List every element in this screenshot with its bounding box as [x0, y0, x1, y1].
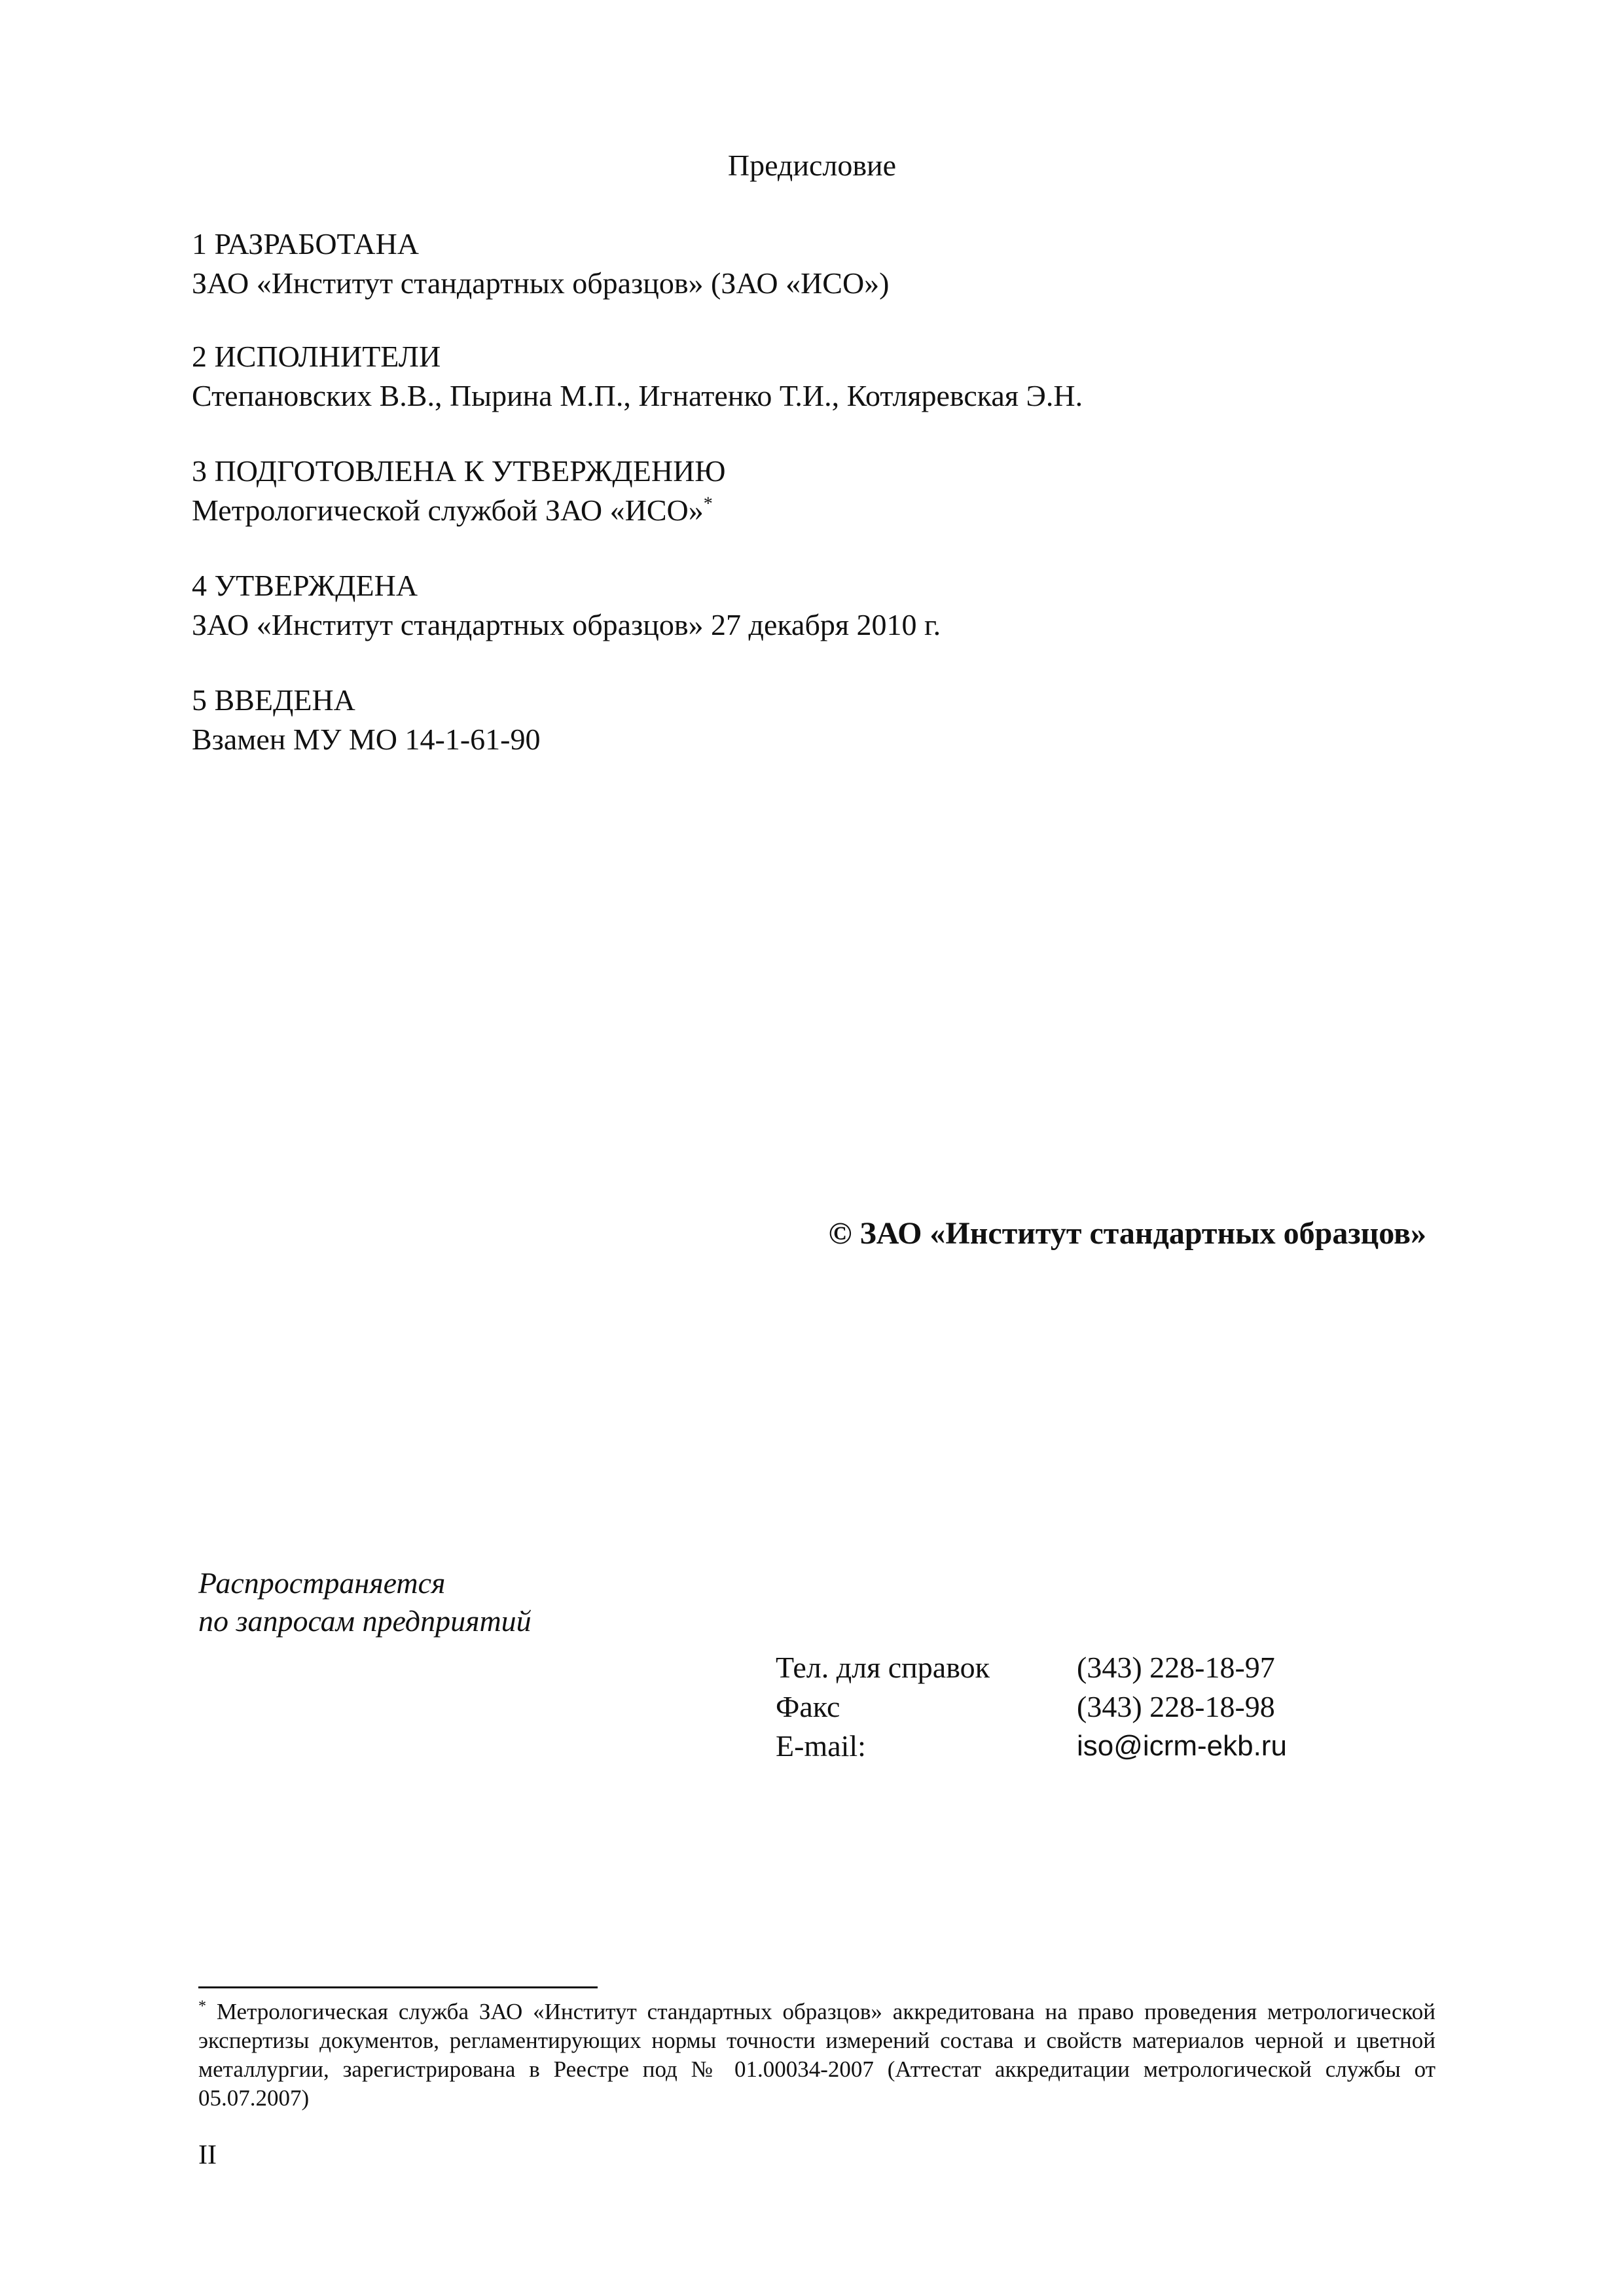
- section-heading: 3 ПОДГОТОВЛЕНА К УТВЕРЖДЕНИЮ: [192, 454, 726, 488]
- contact-label: E-mail:: [776, 1729, 866, 1763]
- distribution-line: по запросам предприятий: [198, 1604, 532, 1638]
- section-prepared: [192, 452, 1435, 530]
- section-body: ЗАО «Институт стандартных образцов» (ЗАО «ИСО»): [192, 266, 890, 300]
- section-body: ЗАО «Институт стандартных образцов» 27 декабря 2010 г.: [192, 608, 941, 641]
- distribution-line: Распространяется: [198, 1566, 446, 1600]
- contact-value: (343) 228-18-98: [1077, 1690, 1275, 1723]
- contact-value: (343) 228-18-97: [1077, 1651, 1275, 1684]
- contacts-block: [776, 1648, 1287, 1766]
- email-link[interactable]: iso@icrm-ekb.ru: [1077, 1730, 1287, 1762]
- contact-label: Факс: [776, 1690, 840, 1723]
- contact-row-email: [776, 1727, 1287, 1766]
- section-heading: 1 РАЗРАБОТАНА: [192, 227, 420, 260]
- distribution-note: [198, 1564, 532, 1640]
- section-heading: 2 ИСПОЛНИТЕЛИ: [192, 340, 441, 373]
- section-approved: [192, 566, 1435, 645]
- section-body-with-marker: [192, 491, 1435, 530]
- footnote-marker: *: [198, 1998, 206, 2015]
- section-heading: 4 УТВЕРЖДЕНА: [192, 569, 418, 602]
- contact-label: Тел. для справок: [776, 1651, 990, 1684]
- section-body: Степановских В.В., Пырина М.П., Игнатенко Т.И., Котляревская Э.Н.: [192, 379, 1083, 412]
- copyright-notice: © ЗАО «Институт стандартных образцов»: [828, 1216, 1426, 1251]
- footnote-reference-marker: *: [703, 493, 713, 514]
- page-title: Предисловие: [727, 149, 897, 182]
- section-executors: [192, 337, 1435, 416]
- contact-row-fax: [776, 1687, 1287, 1727]
- section-body: Взамен МУ МО 14-1-61-90: [192, 723, 541, 756]
- section-developed: [192, 224, 1435, 303]
- section-heading: 5 ВВЕДЕНА: [192, 683, 355, 717]
- page-number: II: [198, 2140, 217, 2170]
- footnote-text: Метрологическая служба ЗАО «Институт стандартных образцов» аккредитована на право проведения метрологической экспертизы документов, регламентирующих нормы точности измерений состава и свойств материалов черной и цветной металлургии, зарегистрирована в Реестре под № 01.00034-2007 (Аттестат аккредитации метрологической службы от 05.07.2007): [198, 1999, 1435, 2111]
- section-body-text: Метрологической службой ЗАО «ИСО»: [192, 493, 704, 527]
- section-introduced: [192, 681, 1435, 759]
- footnote: [198, 1998, 1435, 2113]
- footnote-divider: [198, 1986, 598, 1988]
- contact-row-phone: [776, 1648, 1287, 1687]
